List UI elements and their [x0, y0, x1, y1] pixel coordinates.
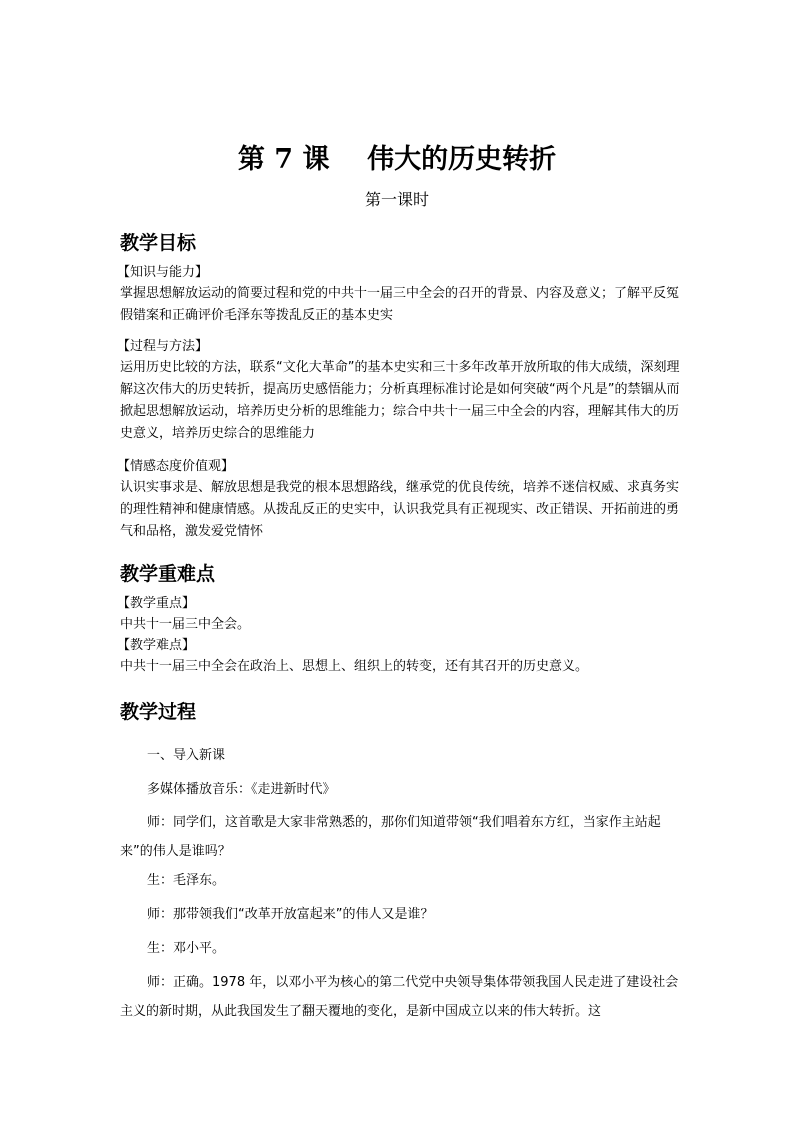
lesson-subtitle: 第一课时	[364, 190, 429, 209]
process-method-text: 运用历史比较的方法，联系“文化大革命”的基本史实和三十多年改革开放所取的伟大成绩，深刻理解这次伟大的历史转折，提高历史感悟能力；分析真理标准讨论是如何突破“两个凡是”的禁锢从而掀起思想解放运动，培养历史分析的思维能力；综合中共十一届三中全会的内容，理解其伟大的历史意义，培养历史综合的思维能力	[120, 360, 680, 441]
dialogue-line: 师：同学们，这首歌是大家非常熟悉的，那你们知道带领“我们唱着东方红，当家作主站起来”的伟人是谁吗？	[120, 815, 661, 859]
knowledge-text: 掌握思想解放运动的简要过程和党的中共十一届三中全会的召开的背景、内容及意义；了解平反冤假错案和正确评价毛泽东等拨乱反正的基本史实	[120, 286, 680, 323]
dialogue-line: 生：毛泽东。	[147, 873, 226, 888]
music-line: 多媒体播放音乐：《走进新时代》	[147, 782, 336, 797]
process-heading: 教学过程	[120, 701, 197, 723]
key-point-tag: 【教学重点】	[117, 596, 196, 611]
dialogue-line: 师：那带领我们“改革开放富起来”的伟人又是谁？	[147, 907, 434, 922]
difficult-point-text: 中共十一届三中全会在政治上、思想上、组织上的转变，还有其召开的历史意义。	[120, 659, 589, 674]
keypoints-heading: 教学重难点	[120, 563, 216, 585]
knowledge-tag: 【知识与能力】	[117, 265, 209, 280]
emotion-tag: 【情感态度价值观】	[117, 459, 235, 474]
objectives-heading: 教学目标	[120, 232, 197, 254]
dialogue-line: 师：正确。1978 年，以邓小平为核心的第二代党中央领导集体带领我国人民走进了建设社会主义的新时期，从此我国发生了翻天覆地的变化，是新中国成立以来的伟大转折。这	[120, 975, 679, 1019]
step-intro: 一、导入新课	[147, 748, 226, 763]
difficult-point-tag: 【教学难点】	[117, 638, 196, 653]
dialogue-line: 生：邓小平。	[147, 941, 226, 956]
lesson-title: 第 7 课 伟大的历史转折	[237, 144, 557, 175]
emotion-text: 认识实事求是、解放思想是我党的根本思想路线，继承党的优良传统，培养不迷信权威、求真务实的理性精神和健康情感。从拨乱反正的史实中，认识我党具有正视现实、改正错误、开拓前进的勇气和品格，激发爱党情怀	[120, 480, 680, 539]
key-point-text: 中共十一届三中全会。	[120, 617, 251, 632]
process-method-tag: 【过程与方法】	[117, 339, 209, 354]
